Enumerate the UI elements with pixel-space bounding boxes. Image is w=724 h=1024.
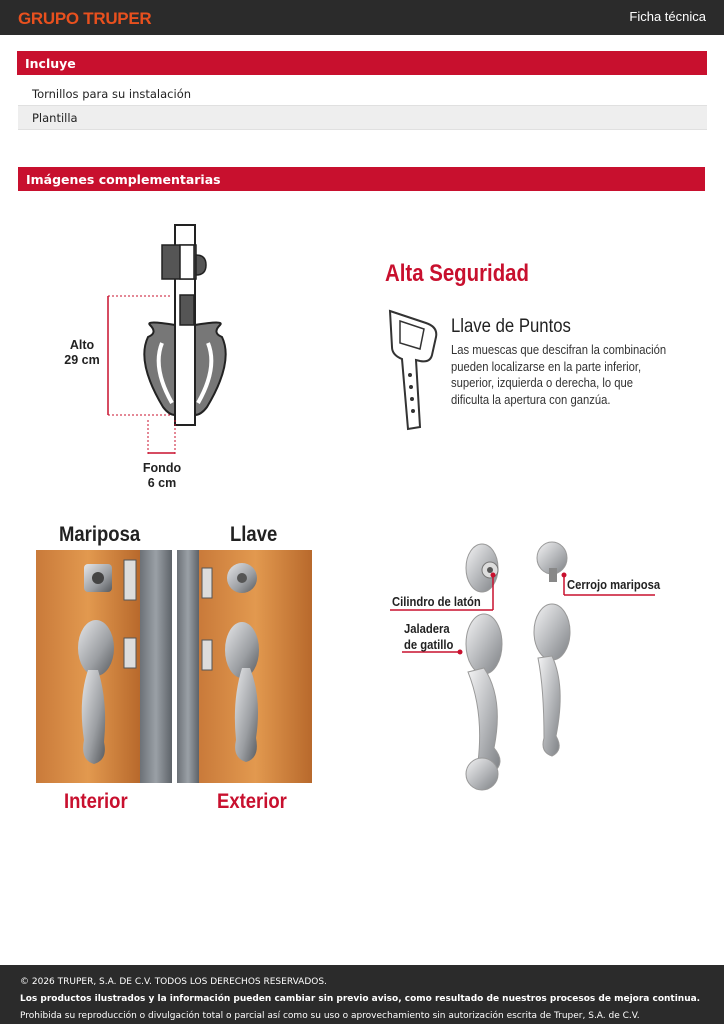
footer [0, 965, 724, 1024]
footer-prohibition: Prohibida su reproducción o divulgación total o parcial así como su uso o aprovechamiento sin autorización escrita de Truper, S.A. de C.V. [20, 1011, 640, 1021]
brand-logo: GRUPO TRUPER [18, 9, 152, 28]
imagenes-section-header: Imágenes complementarias [18, 167, 705, 191]
depth-label-text: Fondo [142, 461, 182, 475]
handle-callout-line1: Jaladera [404, 622, 450, 636]
handle-callout [404, 621, 453, 653]
top-bar [0, 0, 724, 35]
thumb-turn-callout: Cerrojo mariposa [567, 578, 661, 592]
key-description: Las muescas que descifran la combinación pueden localizarse en la parte inferior, superior, izquierda o derecha, lo que dificulta la apertura con ganzúa. [451, 343, 667, 407]
door-photos [36, 550, 312, 783]
height-label-text: Alto [69, 338, 95, 352]
depth-value: 6 cm [147, 476, 177, 490]
footer-notice: Los productos ilustrados y la información pueden cambiar sin previo aviso, como resultado de nuestros procesos de mejora continua. [20, 994, 701, 1004]
key-title: Llave de Puntos [451, 316, 571, 337]
interior-caption: Interior [64, 790, 128, 813]
depth-label [138, 461, 186, 491]
incluye-section-header: Incluye [17, 51, 707, 75]
height-value: 29 cm [64, 353, 100, 367]
handle-callout-line2: de gatillo [404, 638, 454, 652]
mariposa-caption: Mariposa [59, 523, 141, 546]
footer-copyright: © 2026 TRUPER, S.A. DE C.V. TODOS LOS DERECHOS RESERVADOS. [20, 977, 327, 987]
cylinder-callout: Cilindro de latón [392, 595, 481, 609]
height-label [60, 338, 104, 368]
lock-dimension-drawing [100, 215, 240, 475]
key-icon [386, 305, 442, 433]
document-type-title: Ficha técnica [629, 9, 706, 24]
incluye-item: Tornillos para su instalación [18, 82, 707, 106]
exterior-caption: Exterior [217, 790, 287, 813]
security-heading: Alta Seguridad [385, 260, 529, 287]
incluye-item: Plantilla [18, 106, 707, 130]
llave-caption: Llave [230, 523, 278, 546]
